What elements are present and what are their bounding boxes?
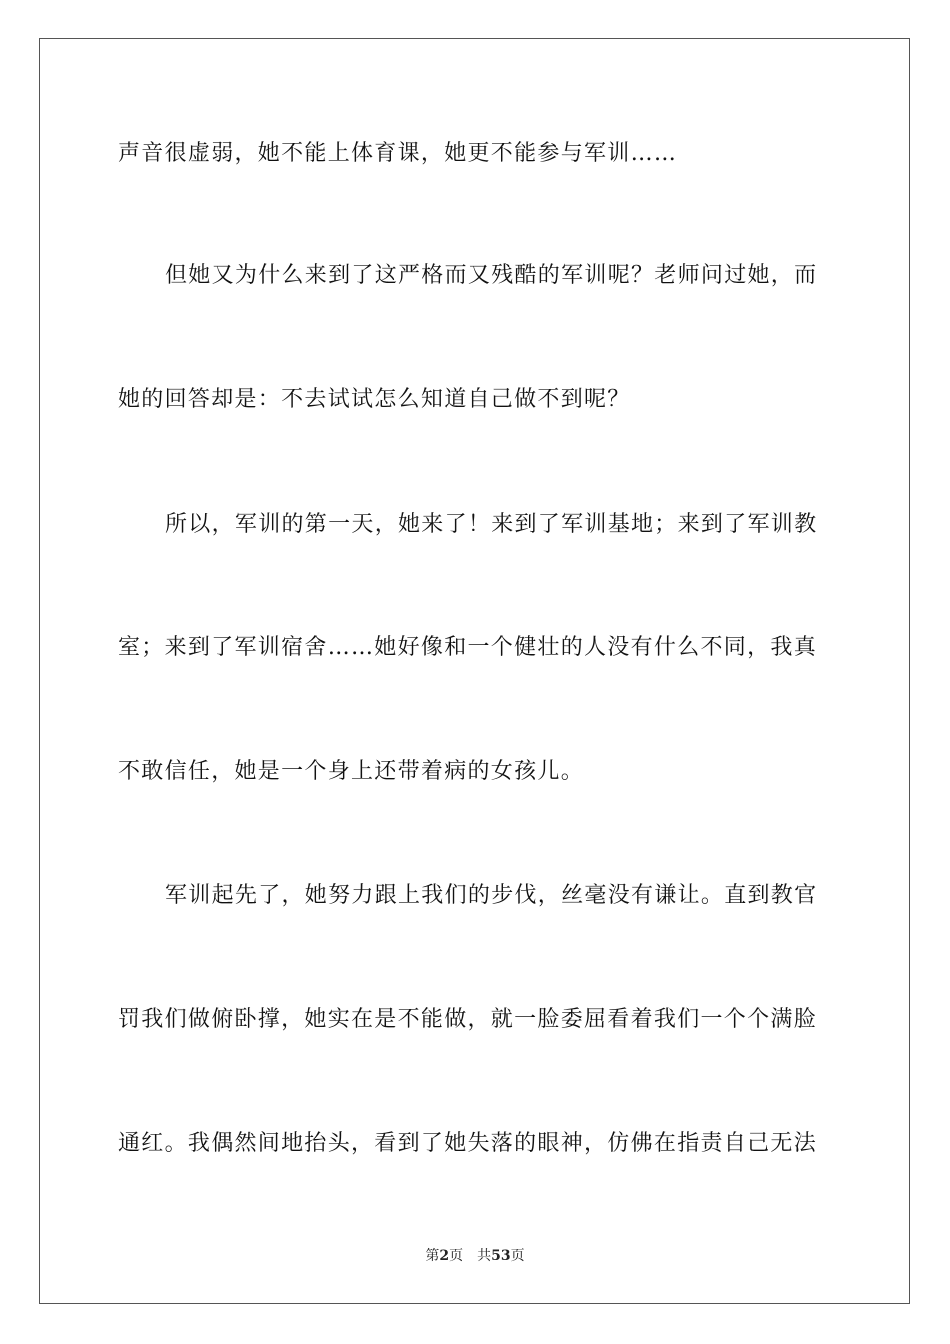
page-label-prefix: 第	[425, 1248, 440, 1264]
text-line-7: 军训起先了，她努力跟上我们的步伐，丝毫没有谦让。直到教官	[165, 883, 818, 908]
page-number: 2	[439, 1248, 450, 1264]
text-line-6: 不敢信任，她是一个身上还带着病的女孩儿。	[118, 759, 585, 784]
page-label-suffix: 页	[449, 1248, 464, 1264]
page-border	[39, 38, 910, 1304]
text-line-8: 罚我们做俯卧撑，她实在是不能做，就一脸委屈看着我们一个个满脸	[118, 1007, 818, 1032]
total-pages: 53	[491, 1248, 511, 1264]
text-line-9: 通红。我偶然间地抬头，看到了她失落的眼神，仿佛在指责自己无法	[118, 1131, 818, 1156]
text-line-2: 但她又为什么来到了这严格而又残酷的军训呢？老师问过她，而	[165, 263, 818, 288]
total-label-suffix: 页	[510, 1248, 525, 1264]
text-line-1: 声音很虚弱，她不能上体育课，她更不能参与军训……	[118, 141, 678, 166]
total-label-prefix: 共	[477, 1248, 492, 1264]
text-line-5: 室；来到了军训宿舍……她好像和一个健壮的人没有什么不同，我真	[118, 635, 818, 660]
page-footer	[0, 1246, 950, 1266]
text-line-4: 所以，军训的第一天，她来了！来到了军训基地；来到了军训教	[165, 512, 818, 537]
text-line-3: 她的回答却是：不去试试怎么知道自己做不到呢？	[118, 387, 631, 412]
